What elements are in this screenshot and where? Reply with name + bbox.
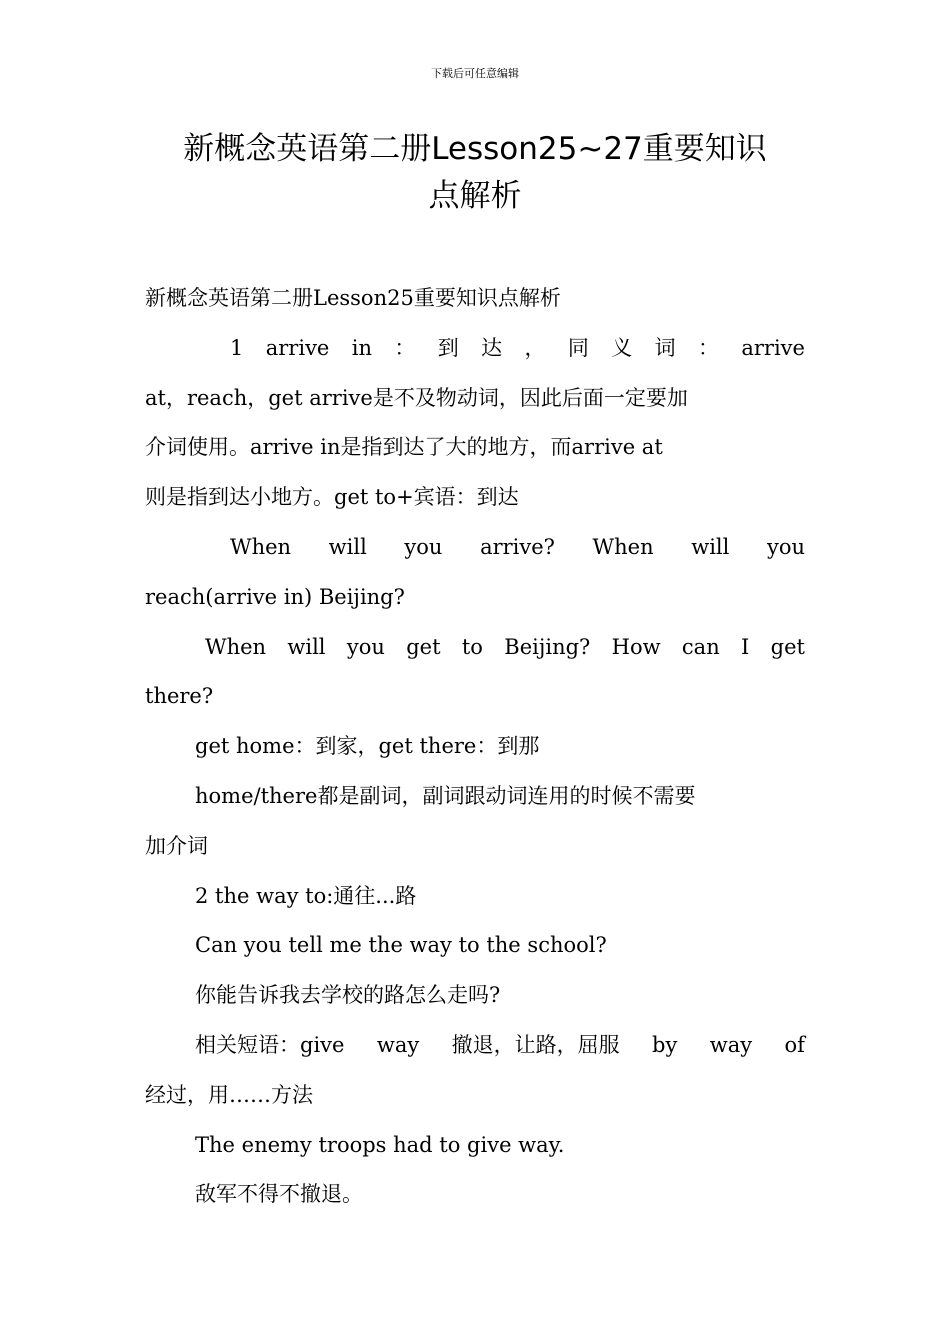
justified-word: can: [681, 634, 720, 659]
justified-word: will: [328, 534, 367, 559]
justified-word: How: [611, 634, 661, 659]
title-line-1: 新概念英语第二册Lesson25~27重要知识: [183, 131, 767, 167]
justified-word: ，: [524, 335, 546, 360]
justified-word: ：: [394, 335, 416, 360]
paragraph-5-line-2: 加介词: [145, 833, 208, 858]
paragraph-1-line-3: 介词使用。arrive in是指到达了大的地方，而arrive at: [145, 435, 663, 460]
justified-word: will: [287, 634, 326, 659]
justified-word: 相关短语：give: [195, 1032, 345, 1057]
justified-word: you: [766, 534, 805, 559]
paragraph-1-line-1: [145, 324, 805, 374]
justified-word: get: [770, 634, 805, 659]
justified-word: arrive: [265, 335, 330, 360]
paragraph-4: get home：到家，get there：到那: [195, 734, 540, 759]
document-body: [145, 274, 805, 1220]
justified-word: in: [351, 335, 372, 360]
justified-word: arrive: [741, 335, 805, 360]
justified-word: When: [230, 534, 292, 559]
justified-word: to: [461, 634, 483, 659]
justified-word: 到: [437, 335, 459, 360]
paragraph-2-line-2: reach(arrive in) Beijing?: [145, 584, 405, 609]
paragraph-3-line-2: there?: [145, 684, 214, 709]
justified-word: way: [376, 1032, 420, 1057]
justified-word: When: [592, 534, 654, 559]
section-heading: 新概念英语第二册Lesson25重要知识点解析: [145, 286, 561, 310]
paragraph-1-line-2: at，reach，get arrive是不及物动词，因此后面一定要加: [145, 385, 688, 410]
header-note: 下载后可任意编辑: [431, 67, 519, 80]
justified-word: 达: [481, 335, 503, 360]
paragraph-10: The enemy troops had to give way.: [195, 1132, 565, 1157]
paragraph-9-line-1: [145, 1021, 805, 1071]
justified-word: 词: [654, 335, 676, 360]
justified-word: 撤退，让路，屈服: [451, 1032, 620, 1057]
justified-word: 1: [230, 335, 244, 360]
justified-word: 同: [567, 335, 589, 360]
paragraph-3-line-1: [145, 623, 805, 673]
paragraph-11: 敌军不得不撤退。: [195, 1182, 363, 1207]
justified-word: I: [741, 634, 750, 659]
paragraph-8: 你能告诉我去学校的路怎么走吗?: [195, 983, 501, 1008]
justified-word: ：: [697, 335, 719, 360]
justified-word: of: [784, 1032, 805, 1057]
justified-word: get: [406, 634, 441, 659]
justified-word: way: [709, 1032, 753, 1057]
justified-word: you: [404, 534, 443, 559]
title-line-2: 点解析: [428, 178, 522, 214]
justified-word: When: [205, 634, 267, 659]
justified-word: you: [346, 634, 385, 659]
paragraph-9-line-2: 经过，用……方法: [145, 1082, 313, 1107]
paragraph-6: 2 the way to:通往...路: [195, 883, 417, 908]
justified-word: by: [652, 1032, 678, 1057]
justified-word: will: [691, 534, 730, 559]
justified-word: 义: [611, 335, 633, 360]
document-title: [140, 126, 810, 220]
paragraph-5-line-1: home/there都是副词，副词跟动词连用的时候不需要: [195, 783, 696, 808]
justified-word: Beijing?: [504, 634, 591, 659]
paragraph-7: Can you tell me the way to the school?: [195, 933, 607, 958]
justified-word: arrive?: [480, 534, 555, 559]
paragraph-2-line-1: [145, 523, 805, 573]
paragraph-1-line-4: 则是指到达小地方。get to+宾语：到达: [145, 485, 519, 510]
